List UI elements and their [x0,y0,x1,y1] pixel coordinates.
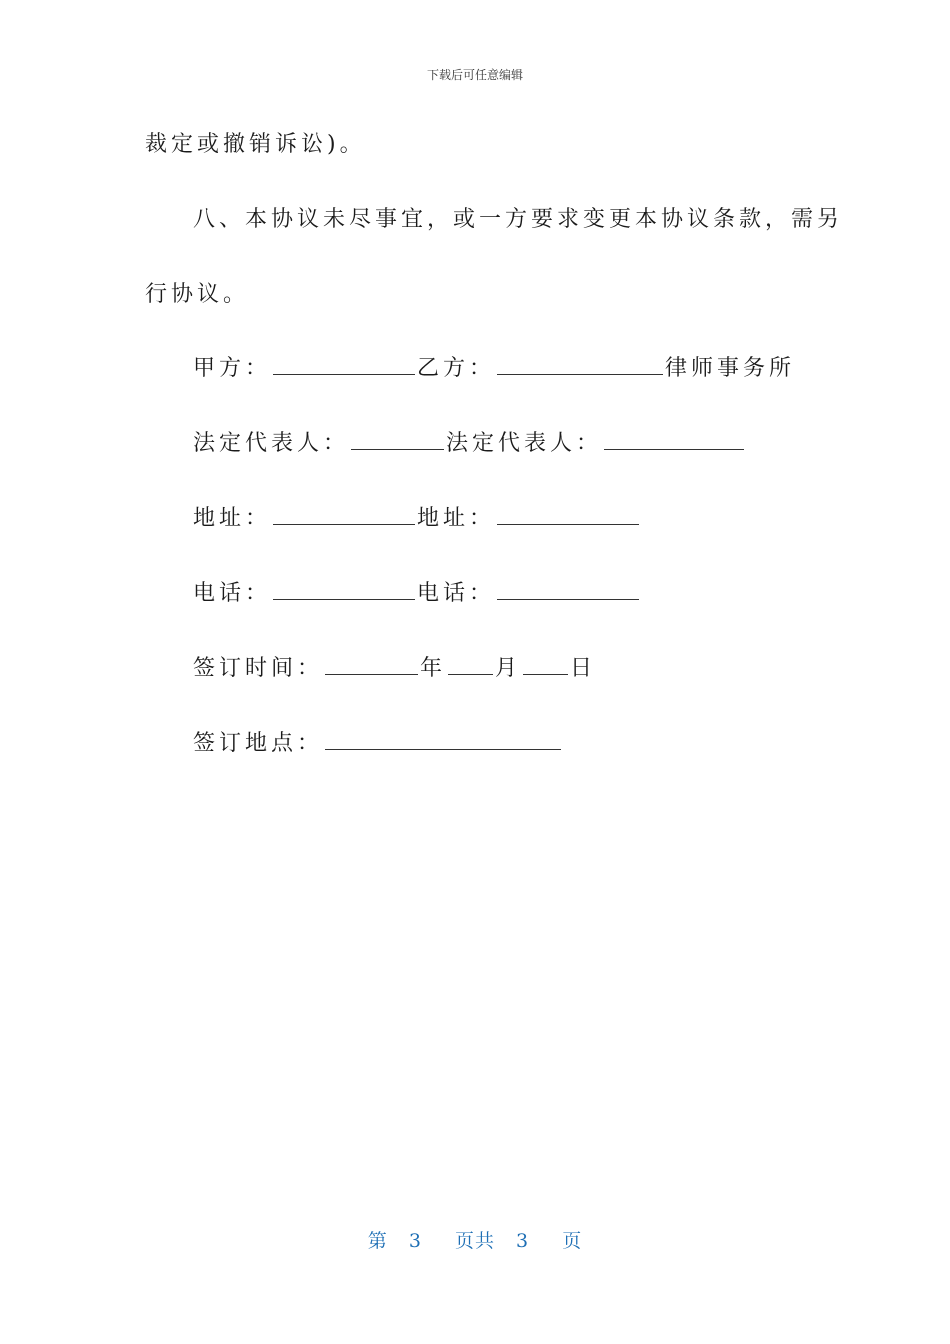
paragraph-line-1: 裁定或撤销诉讼)。 [145,132,366,157]
party-line [193,354,795,384]
sign-place-label: 签订地点： [193,731,324,756]
rep-b-blank[interactable] [604,431,744,450]
representative-line [193,429,746,459]
phone-b-label: 电话： [417,581,496,606]
phone-a-label: 电话： [193,581,272,606]
day-label: 日 [570,656,597,681]
address-line [193,504,641,534]
paragraph-line-2: 八、本协议未尽事宜，或一方要求变更本协议条款，需另 [193,207,844,232]
month-blank[interactable] [448,656,493,675]
footer-current-page: 3 [408,1230,422,1252]
party-b-label: 乙方： [417,356,496,381]
addr-a-label: 地址： [193,506,272,531]
sign-place-blank[interactable] [325,731,561,750]
sign-time-line [193,654,596,684]
addr-b-blank[interactable] [497,506,639,525]
party-b-blank[interactable] [497,356,663,375]
page-footer [0,1226,950,1253]
rep-b-label: 法定代表人： [446,431,603,456]
footer-page-end-word: 页 [562,1230,583,1252]
sign-time-label: 签订时间： [193,656,324,681]
footer-total-pages: 3 [516,1230,530,1252]
footer-page-word: 第 [367,1230,388,1252]
party-b-suffix: 律师事务所 [665,356,796,381]
addr-b-label: 地址： [417,506,496,531]
phone-b-blank[interactable] [497,581,639,600]
month-label: 月 [495,656,522,681]
party-a-label: 甲方： [193,356,272,381]
rep-a-label: 法定代表人： [193,431,350,456]
rep-a-blank[interactable] [351,431,444,450]
page-header-note: 下载后可任意编辑 [426,68,523,82]
day-blank[interactable] [523,656,568,675]
phone-line [193,579,641,609]
addr-a-blank[interactable] [273,506,415,525]
paragraph-line-3: 行协议。 [145,282,250,307]
party-a-blank[interactable] [273,356,415,375]
footer-page-total-word: 页共 [454,1230,495,1252]
year-blank[interactable] [325,656,418,675]
phone-a-blank[interactable] [273,581,415,600]
sign-place-line [193,729,563,759]
year-label: 年 [420,656,447,681]
